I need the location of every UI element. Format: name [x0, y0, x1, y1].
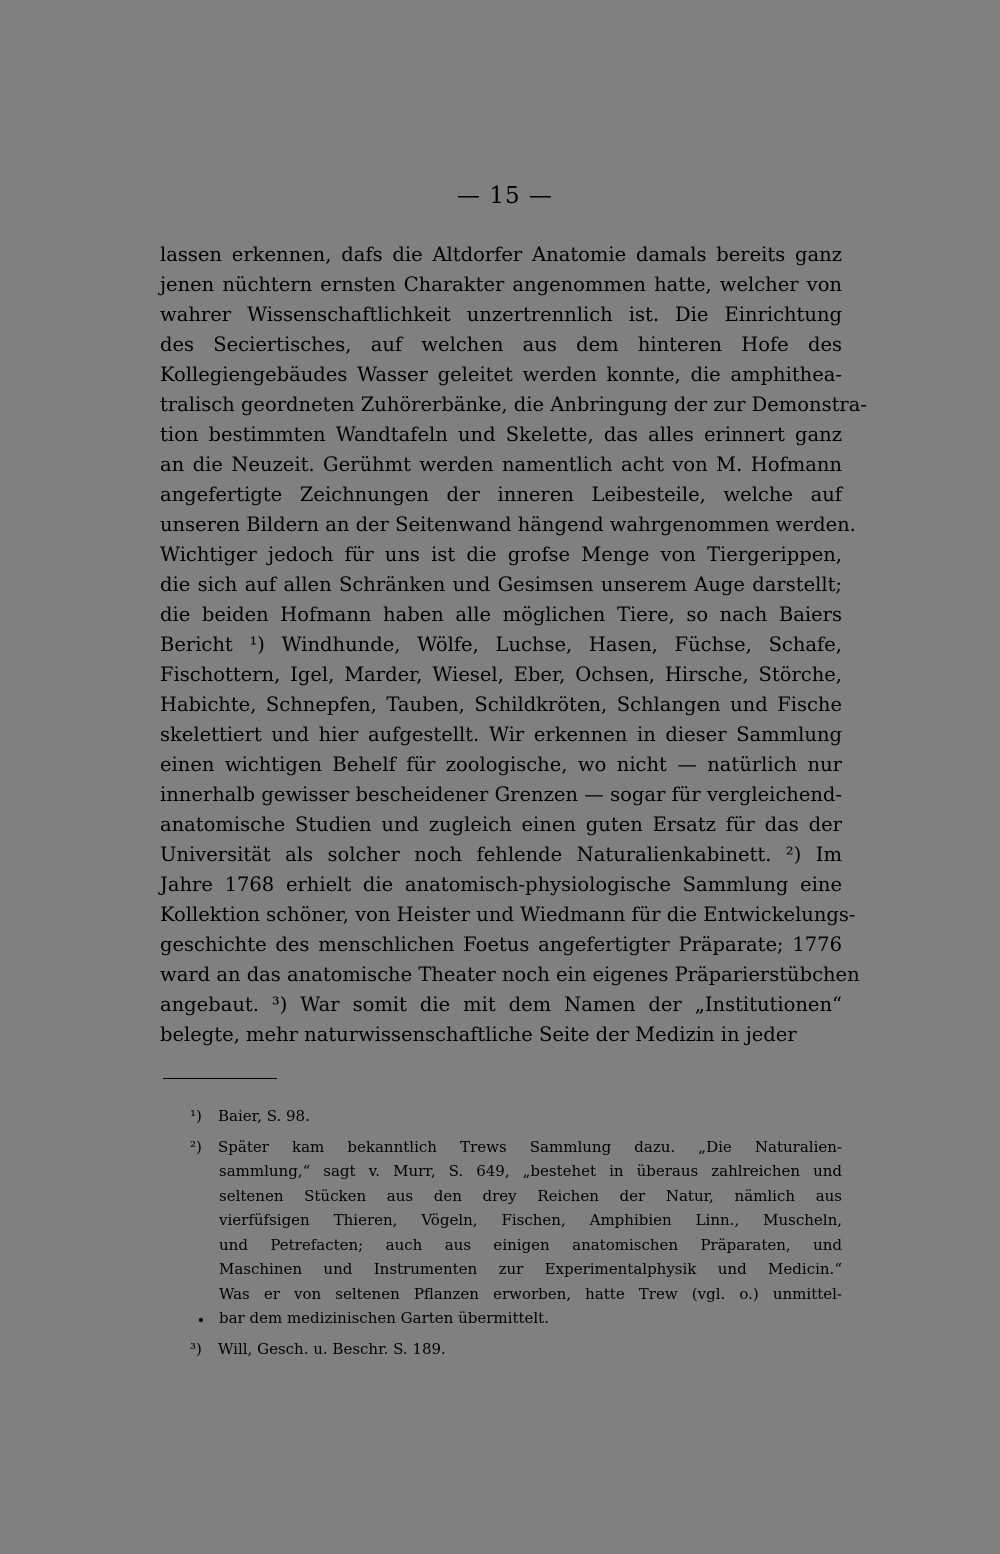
body-line: Kollegiengebäudes Wasser geleitet werden konnte, die amphithea- — [160, 363, 842, 386]
body-line: angebaut. ³) War somit die mit dem Namen der „Institutionen“ — [160, 993, 842, 1016]
body-line: skelettiert und hier aufgestellt. Wir erkennen in dieser Sammlung — [160, 723, 842, 746]
body-line: innerhalb gewisser bescheidener Grenzen — sogar für vergleichend- — [160, 783, 842, 806]
footnote-marker: ²) — [190, 1137, 202, 1156]
footnote-line: vierfüfsigen Thieren, Vögeln, Fischen, Amphibien Linn., Muscheln, — [219, 1211, 842, 1229]
body-line: geschichte des menschlichen Foetus angefertigter Präparate; 1776 — [160, 933, 842, 956]
body-line: Wichtiger jedoch für uns ist die grofse Menge von Tiergerippen, — [160, 543, 842, 566]
body-line: unseren Bildern an der Seitenwand hängend wahrgenommen werden. — [160, 513, 856, 536]
footnotes — [190, 1104, 842, 1361]
body-line: Jahre 1768 erhielt die anatomisch-physiologische Sammlung eine — [160, 873, 842, 896]
footnote-marker: ¹) — [190, 1107, 202, 1125]
body-line: Fischottern, Igel, Marder, Wiesel, Eber, Ochsen, Hirsche, Störche, — [160, 663, 842, 686]
body-line: die beiden Hofmann haben alle möglichen Tiere, so nach Baiers — [160, 603, 842, 626]
footnote-1 — [190, 1104, 842, 1129]
body-line: lassen erkennen, dafs die Altdorfer Anatomie damals bereits ganz — [160, 243, 842, 266]
footnote-line: sammlung,“ sagt v. Murr, S. 649, „bestehet in überaus zahlreichen und — [219, 1162, 842, 1180]
page-number: — 15 — — [457, 183, 553, 209]
body-line: wahrer Wissenschaftlichkeit unzertrennlich ist. Die Einrichtung — [160, 303, 842, 326]
footnote-2 — [190, 1135, 842, 1160]
body-line: anatomische Studien und zugleich einen guten Ersatz für das der — [160, 813, 842, 836]
footnote-line: seltenen Stücken aus den drey Reichen der Natur, nämlich aus — [219, 1186, 842, 1205]
ink-speck — [199, 1318, 203, 1322]
body-line: des Seciertisches, auf welchen aus dem hinteren Hofe des — [160, 333, 842, 356]
footnote-text: Später kam bekanntlich Trews Sammlung dazu. „Die Naturalien- — [218, 1137, 842, 1156]
body-text — [160, 240, 867, 1050]
body-line: an die Neuzeit. Gerühmt werden namentlich acht von M. Hofmann — [160, 453, 842, 476]
footnote-3 — [190, 1337, 842, 1362]
body-line: Kollektion schöner, von Heister und Wiedmann für die Entwickelungs- — [160, 903, 856, 926]
body-line: Habichte, Schnepfen, Tauben, Schildkröten, Schlangen und Fische — [160, 693, 842, 716]
footnote-divider — [163, 1078, 277, 1079]
footnote-text: Baier, S. 98. — [218, 1107, 310, 1125]
body-line: die sich auf allen Schränken und Gesimsen unserem Auge darstellt; — [160, 573, 842, 596]
body-line: belegte, mehr naturwissenschaftliche Seite der Medizin in jeder — [160, 1023, 797, 1046]
body-line: tion bestimmten Wandtafeln und Skelette, das alles erinnert ganz — [160, 423, 842, 446]
body-line: angefertigte Zeichnungen der inneren Leibesteile, welche auf — [160, 483, 842, 506]
body-line: einen wichtigen Behelf für zoologische, wo nicht — natürlich nur — [160, 753, 842, 776]
body-line: tralisch geordneten Zuhörerbänke, die Anbringung der zur Demonstra- — [160, 393, 867, 416]
footnote-line: Maschinen und Instrumenten zur Experimentalphysik und Medicin.“ — [219, 1260, 842, 1278]
footnote-marker: ³) — [190, 1339, 202, 1358]
footnote-line: bar dem medizinischen Garten übermittelt. — [219, 1309, 549, 1327]
body-line: Universität als solcher noch fehlende Naturalienkabinett. ²) Im — [160, 843, 842, 866]
footnote-line: Was er von seltenen Pflanzen erworben, hatte Trew (vgl. o.) unmittel- — [219, 1284, 842, 1303]
body-line: Bericht ¹) Windhunde, Wölfe, Luchse, Hasen, Füchse, Schafe, — [160, 633, 842, 656]
footnote-text: Will, Gesch. u. Beschr. S. 189. — [218, 1339, 446, 1358]
body-line: jenen nüchtern ernsten Charakter angenommen hatte, welcher von — [160, 273, 842, 296]
body-line: ward an das anatomische Theater noch ein eigenes Präparierstübchen — [160, 963, 860, 986]
footnote-line: und Petrefacten; auch aus einigen anatomischen Präparaten, und — [219, 1235, 842, 1254]
